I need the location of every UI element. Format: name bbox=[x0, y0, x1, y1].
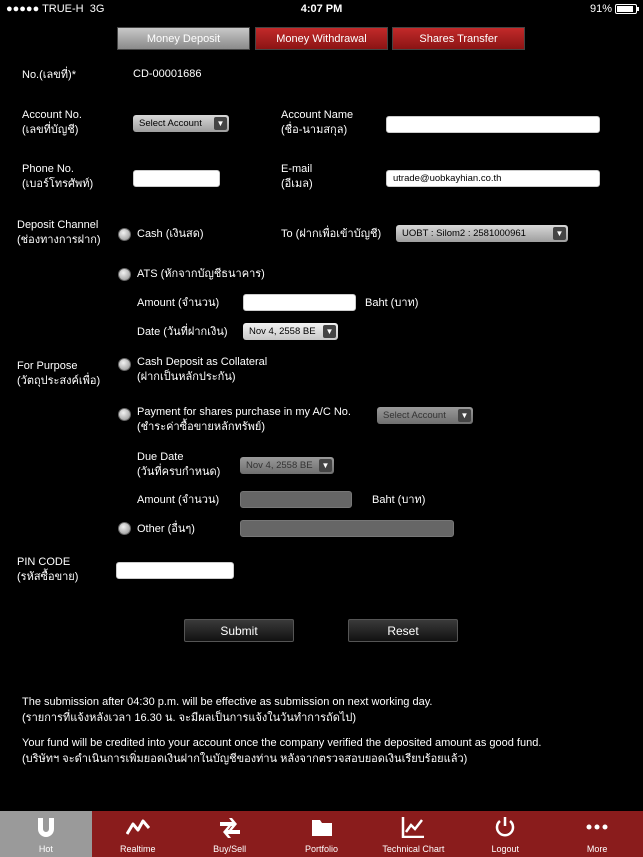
pin-input[interactable] bbox=[116, 562, 234, 579]
amount-label: Amount (จำนวน) bbox=[137, 297, 220, 309]
nav-technical-chart[interactable]: Technical Chart bbox=[367, 811, 459, 857]
submission-note: The submission after 04:30 p.m. will be effective as submission on next working day. (รายการที่แจ้งหลังเวลา 16.30 น. จะมีผลเป็นการแจ้งในวันทำการถัดไป) bbox=[22, 696, 433, 724]
buy-sell-icon bbox=[218, 816, 242, 838]
due-date-label: Due Date (วันที่ครบกำหนด) bbox=[137, 451, 221, 478]
for-purpose-label: For Purpose (วัตถุประสงค์เพื่อ) bbox=[17, 360, 101, 387]
deposit-channel-label: Deposit Channel (ช่องทางการฝาก) bbox=[17, 219, 101, 246]
cash-radio[interactable] bbox=[118, 228, 131, 241]
realtime-icon bbox=[126, 816, 150, 838]
ats-radio[interactable] bbox=[118, 268, 131, 281]
to-account-select[interactable]: UOBT : Silom2 : 2581000961 ▼ bbox=[396, 225, 568, 242]
nav-portfolio[interactable]: Portfolio bbox=[276, 811, 368, 857]
account-no-label: Account No. (เลขที่บัญชี) bbox=[22, 109, 82, 136]
due-date-select[interactable]: Nov 4, 2558 BE ▼ bbox=[240, 457, 334, 474]
phone-label: Phone No. (เบอร์โทรศัพท์) bbox=[22, 163, 94, 190]
collateral-radio[interactable] bbox=[118, 358, 131, 371]
fund-note: Your fund will be credited into your account once the company verified the deposited amount as good fund. (บริษัทฯ จะดำเนินการเพิ่มยอดเงินฝากในบัญชีของท่าน หลังจากตรวจสอบยอดเงินเรียบร้อยแล้ว) bbox=[22, 737, 542, 765]
tab-money-withdrawal[interactable]: Money Withdrawal bbox=[255, 27, 388, 50]
account-select[interactable]: Select Account ▼ bbox=[133, 115, 229, 132]
status-bar bbox=[0, 0, 643, 20]
chevron-down-icon: ▼ bbox=[319, 459, 332, 472]
nav-more[interactable]: More bbox=[551, 811, 643, 857]
baht-label: Baht (บาท) bbox=[365, 297, 419, 309]
email-label: E-mail (อีเมล) bbox=[281, 163, 313, 190]
payment-account-select[interactable]: Select Account ▼ bbox=[377, 407, 473, 424]
no-label: No.(เลขที่)* bbox=[22, 69, 76, 81]
account-name-label: Account Name (ชื่อ-นามสกุล) bbox=[281, 109, 354, 136]
chevron-down-icon: ▼ bbox=[214, 117, 227, 130]
battery-indicator: 91% bbox=[590, 3, 637, 15]
logout-icon bbox=[493, 816, 517, 838]
bottom-nav bbox=[0, 811, 643, 857]
amount-input[interactable] bbox=[243, 294, 356, 311]
reset-button[interactable]: Reset bbox=[348, 619, 458, 642]
portfolio-icon bbox=[310, 816, 334, 838]
other-input[interactable] bbox=[240, 520, 454, 537]
tab-shares-transfer[interactable]: Shares Transfer bbox=[392, 27, 525, 50]
technical-chart-icon bbox=[401, 816, 425, 838]
baht2-label: Baht (บาท) bbox=[372, 494, 426, 506]
date-select[interactable]: Nov 4, 2558 BE ▼ bbox=[243, 323, 338, 340]
ats-label: ATS (หักจากบัญชีธนาคาร) bbox=[137, 268, 265, 280]
clock: 4:07 PM bbox=[300, 3, 343, 15]
phone-input[interactable] bbox=[133, 170, 220, 187]
amount2-input[interactable] bbox=[240, 491, 352, 508]
nav-hot[interactable]: Hot bbox=[0, 811, 92, 857]
chevron-down-icon: ▼ bbox=[458, 409, 471, 422]
pin-label: PIN CODE (รหัสซื้อขาย) bbox=[17, 556, 79, 583]
account-name-input[interactable] bbox=[386, 116, 600, 133]
date-label: Date (วันที่ฝากเงิน) bbox=[137, 326, 228, 338]
other-label: Other (อื่นๆ) bbox=[137, 523, 195, 535]
hot-icon bbox=[34, 816, 58, 838]
carrier-label: ●●●●● TRUE-H 3G bbox=[6, 3, 105, 15]
more-icon bbox=[585, 816, 609, 838]
cash-label: Cash (เงินสด) bbox=[137, 228, 204, 240]
collateral-label: Cash Deposit as Collateral (ฝากเป็นหลักประกัน) bbox=[137, 356, 268, 383]
nav-logout[interactable]: Logout bbox=[459, 811, 551, 857]
to-label: To (ฝากเพื่อเข้าบัญชี) bbox=[281, 228, 382, 240]
no-value: CD-00001686 bbox=[133, 68, 202, 80]
amount2-label: Amount (จำนวน) bbox=[137, 494, 220, 506]
email-input[interactable]: utrade@uobkayhian.co.th bbox=[386, 170, 600, 187]
nav-realtime[interactable]: Realtime bbox=[92, 811, 184, 857]
battery-icon bbox=[615, 4, 637, 14]
chevron-down-icon: ▼ bbox=[323, 325, 336, 338]
tab-money-deposit[interactable]: Money Deposit bbox=[117, 27, 250, 50]
payment-label: Payment for shares purchase in my A/C No. (ชำระค่าซื้อขายหลักทรัพย์) bbox=[137, 406, 351, 433]
payment-radio[interactable] bbox=[118, 408, 131, 421]
nav-buy-sell[interactable]: Buy/Sell bbox=[184, 811, 276, 857]
submit-button[interactable]: Submit bbox=[184, 619, 294, 642]
other-radio[interactable] bbox=[118, 522, 131, 535]
chevron-down-icon: ▼ bbox=[553, 227, 566, 240]
